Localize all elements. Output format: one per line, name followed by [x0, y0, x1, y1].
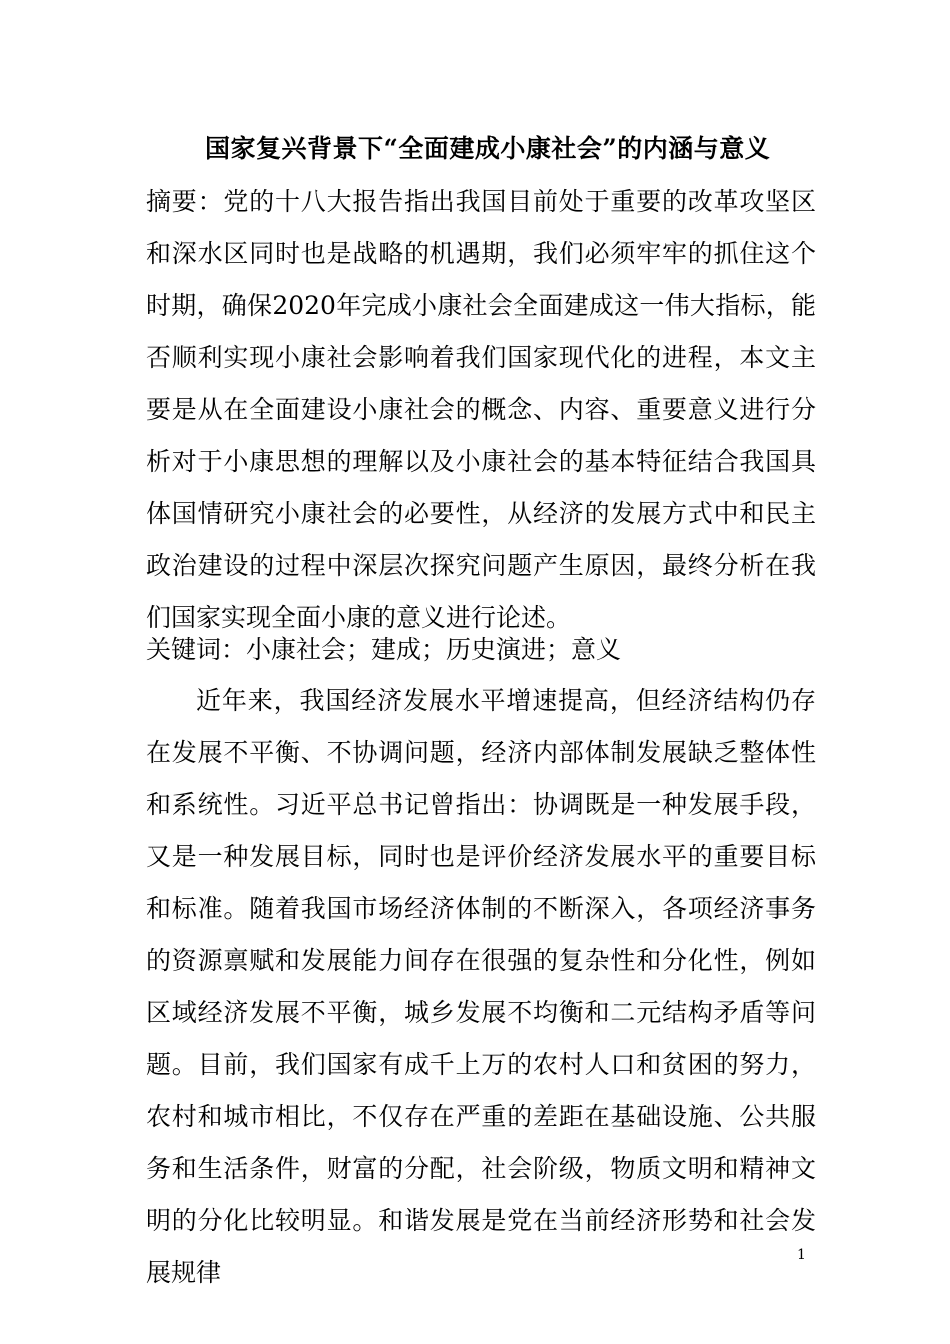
page-number: 1: [797, 1247, 806, 1263]
keywords-line: 关键词：小康社会；建成；历史演进；意义: [146, 635, 622, 664]
keywords-block: [146, 624, 816, 676]
abstract-paragraph: 摘要：党的十八大报告指出我国目前处于重要的改革攻坚区和深水区同时也是战略的机遇期，我们必须牢牢的抓住这个时期，确保2020年完成小康社会全面建成这一伟大指标，能否顺利实现小康社会影响着我们国家现代化的进程，本文主要是从在全面建设小康社会的概念、内容、重要意义进行分析对于小康思想的理解以及小康社会的基本特征结合我国具体国情研究小康社会的必要性，从经济的发展方式中和民主政治建设的过程中深层次探究问题产生原因，最终分析在我们国家实现全面小康的意义进行论述。: [146, 187, 816, 632]
document-title: 国家复兴背景下“全面建成小康社会”的内涵与意义: [205, 134, 771, 163]
body-block: [146, 675, 816, 1299]
abstract-block: [146, 176, 816, 644]
body-paragraph: 近年来，我国经济发展水平增速提高，但经济结构仍存在发展不平衡、不协调问题，经济内部体制发展缺乏整体性和系统性。习近平总书记曾指出：协调既是一种发展手段，又是一种发展目标，同时也是评价经济发展水平的重要目标和标准。随着我国市场经济体制的不断深入，各项经济事务的资源禀赋和发展能力间存在很强的复杂性和分化性，例如区域经济发展不平衡，城乡发展不均衡和二元结构矛盾等问题。目前，我们国家有成千上万的农村人口和贫困的努力，农村和城市相比，不仅存在严重的差距在基础设施、公共服务和生活条件，财富的分配，社会阶级，物质文明和精神文明的分化比较明显。和谐发展是党在当前经济形势和社会发展规律: [146, 686, 816, 1287]
